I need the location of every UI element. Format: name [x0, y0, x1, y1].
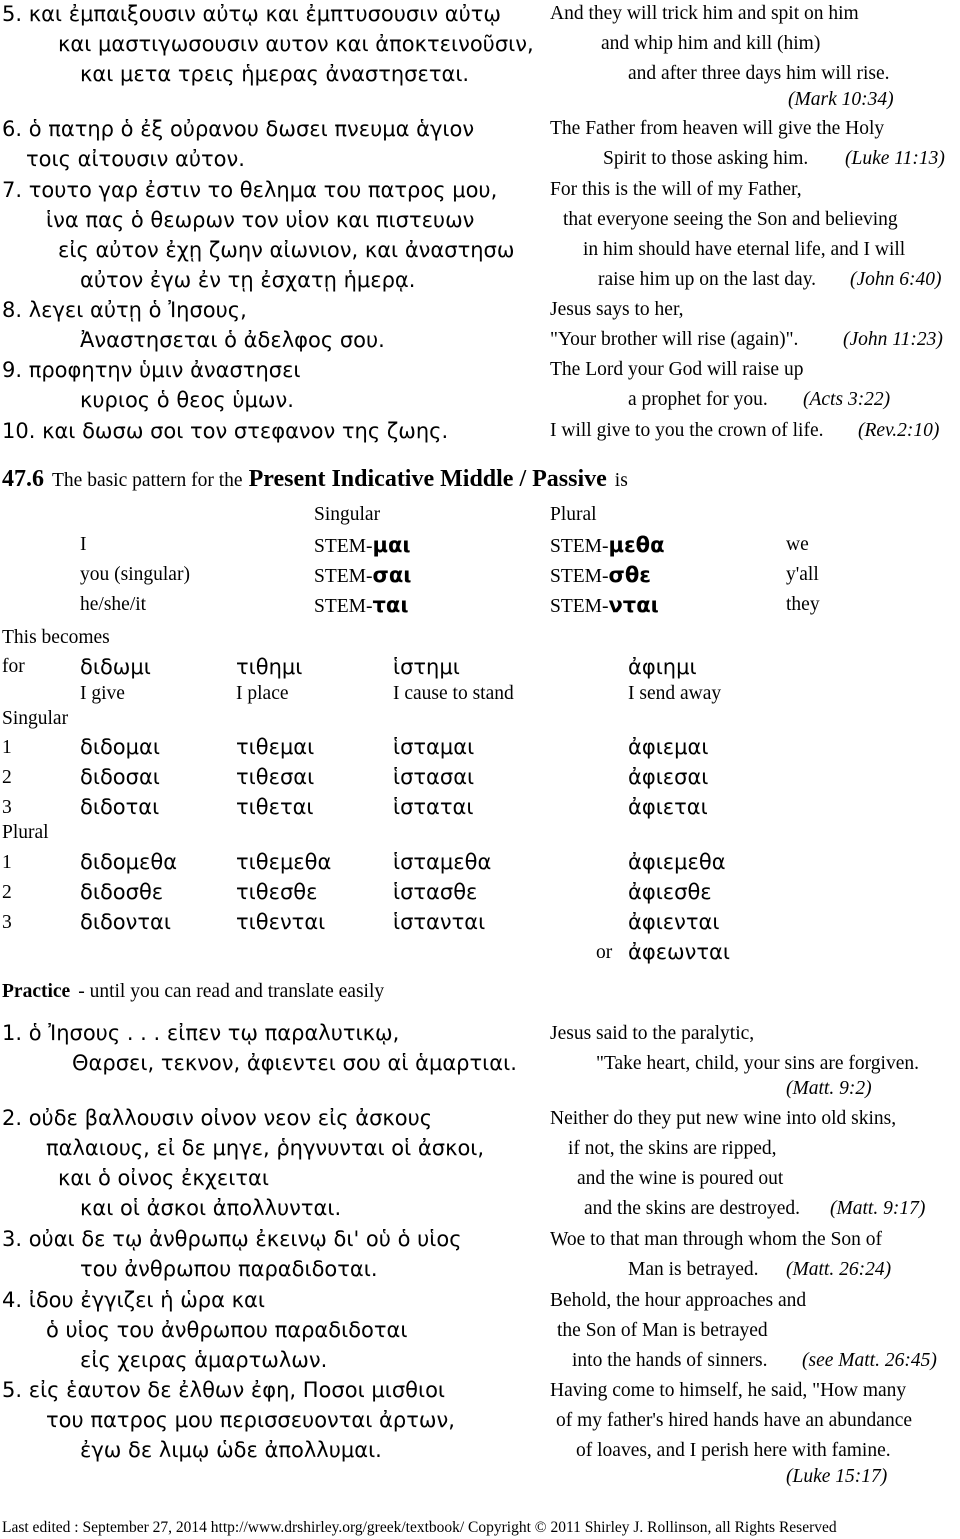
section-intro: The basic pattern for the — [52, 470, 243, 491]
plural-person-label: they — [786, 594, 820, 615]
english-line: And they will trick him and spit on him — [550, 3, 859, 24]
column-header-singular: Singular — [314, 504, 381, 525]
greek-line: εἰς αὐτον ἐχῃ ζωην αἰωνιον, και ἀναστησω — [58, 238, 515, 262]
verb-form: τιθεται — [236, 795, 314, 819]
greek-line: ἐγω δε λιμῳ ὡδε ἀπολλυμαι. — [80, 1438, 382, 1462]
english-line: in him should have eternal life, and I will — [583, 239, 906, 260]
person-label: I — [80, 534, 87, 555]
greek-line: και ὁ οἰνος ἐκχειται — [58, 1166, 269, 1190]
person-number: 2 — [2, 882, 12, 903]
english-line: Spirit to those asking him. — [603, 148, 809, 169]
verb-form: τιθεσαι — [236, 765, 315, 789]
verb-form: διδομεθα — [80, 850, 178, 874]
verb-form: διδοται — [80, 795, 160, 819]
english-line: and the skins are destroyed. — [584, 1198, 801, 1219]
english-line: and the wine is poured out — [577, 1168, 784, 1189]
for-label: for — [2, 656, 25, 677]
column-header-plural: Plural — [550, 504, 597, 525]
greek-line: κυριος ὁ θεος ὑμων. — [80, 388, 294, 412]
greek-line: του ἀνθρωπου παραδιδοται. — [80, 1257, 378, 1281]
english-line: Neither do they put new wine into old skins, — [550, 1108, 897, 1129]
english-line: Jesus said to the paralytic, — [550, 1023, 755, 1044]
verb-form: διδομαι — [80, 735, 160, 759]
english-line: and whip him and kill (him) — [601, 33, 821, 54]
verb-form: ἱσταμαι — [393, 735, 475, 759]
plural-ending: STEM-νται — [550, 593, 659, 617]
verb-form: ἱστασθε — [393, 880, 478, 904]
greek-line: τοις αἰτουσιν αὐτον. — [26, 147, 245, 171]
verb-form: τιθεσθε — [236, 880, 318, 904]
singular-label: Singular — [2, 708, 69, 729]
english-line: Woe to that man through whom the Son of — [550, 1229, 883, 1250]
verb-form: διδοσθε — [80, 880, 164, 904]
greek-line: αὐτον ἐγω ἐν τῃ ἐσχατῃ ἡμερᾳ. — [80, 268, 416, 292]
verb-form: ἀφιεσθε — [628, 880, 712, 904]
greek-line: και μετα τρεις ἡμερας ἀναστησεται. — [80, 62, 470, 86]
section-heading — [2, 467, 628, 491]
english-line: if not, the skins are ripped, — [568, 1138, 777, 1159]
person-number: 1 — [2, 737, 12, 758]
english-line: "Take heart, child, your sins are forgiven. — [596, 1053, 920, 1074]
greek-line: 8. λεγει αὐτῃ ὁ Ἰησους, — [2, 298, 247, 322]
verb-form: ἀφιεμεθα — [628, 850, 726, 874]
singular-ending: STEM-μαι — [314, 533, 411, 557]
person-number: 1 — [2, 852, 12, 873]
english-line: that everyone seeing the Son and believing — [563, 209, 898, 230]
verb-form: τιθενται — [236, 910, 326, 934]
verb-form: ἀφιεσαι — [628, 765, 709, 789]
gloss: I send away — [628, 683, 722, 704]
greek-line: Θαρσει, τεκνον, ἀφιεντει σου αἱ ἁμαρτιαι. — [72, 1051, 517, 1075]
scripture-reference: (John 6:40) — [850, 269, 942, 290]
english-line: Jesus says to her, — [550, 299, 684, 320]
plural-ending: STEM-σθε — [550, 563, 651, 587]
english-line: "Your brother will rise (again)". — [550, 329, 799, 350]
english-line: of loaves, and I perish here with famine. — [576, 1440, 891, 1461]
verb-form: τιθεμαι — [236, 735, 315, 759]
greek-line: ὁ υἱος του ἀνθρωπου παραδιδοται — [46, 1318, 408, 1342]
english-line: Man is betrayed. — [628, 1259, 759, 1280]
english-line: into the hands of sinners. — [572, 1350, 768, 1371]
gloss: I place — [236, 683, 289, 704]
english-line: raise him up on the last day. — [598, 269, 817, 290]
greek-line: εἰς χειρας ἁμαρτωλων. — [80, 1348, 328, 1372]
practice-note: - until you can read and translate easily — [78, 981, 385, 1002]
section-title: Present Indicative Middle / Passive — [248, 466, 607, 492]
verb-form: ἱστανται — [393, 910, 486, 934]
greek-line: 5. και ἐμπαιξουσιν αὐτῳ και ἐμπτυσουσιν αὐτῳ — [2, 2, 501, 26]
person-label: he/she/it — [80, 594, 147, 615]
english-line: and after three days him will rise. — [628, 63, 890, 84]
greek-line: 1. ὁ Ἰησους . . . εἰπεν τῳ παραλυτικῳ, — [2, 1021, 400, 1045]
verb-form: τιθεμεθα — [236, 850, 332, 874]
english-line: The Father from heaven will give the Holy — [550, 118, 885, 139]
plural-ending: STEM-μεθα — [550, 533, 665, 557]
verb-form: ἱστασαι — [393, 765, 475, 789]
english-line: The Lord your God will raise up — [550, 359, 804, 380]
becomes-label: This becomes — [2, 627, 110, 648]
scripture-reference: (Matt. 9:17) — [830, 1198, 926, 1219]
gloss: I cause to stand — [393, 683, 514, 704]
verb-form: ἀφιεμαι — [628, 735, 709, 759]
greek-line: 6. ὁ πατηρ ὁ ἐξ οὐρανου δωσει πνευμα ἁγιον — [2, 117, 475, 141]
english-line: Having come to himself, he said, "How many — [550, 1380, 907, 1401]
person-number: 3 — [2, 912, 12, 933]
alternate-form: ἀφεωνται — [628, 940, 730, 964]
alternate-or: or — [596, 942, 613, 963]
page-footer: Last edited : September 27, 2014 http://www.drshirley.org/greek/textbook/ Copyright © 2011 Shirley J. Rollinson, all Rights Reserved — [2, 1519, 837, 1536]
greek-line: παλαιους, εἰ δε μηγε, ῥηγνυνται οἱ ἀσκοι, — [46, 1136, 485, 1160]
practice-heading — [2, 982, 384, 1002]
scripture-reference: (John 11:23) — [843, 329, 943, 350]
scripture-reference: (see Matt. 26:45) — [802, 1350, 937, 1371]
person-number: 3 — [2, 797, 12, 818]
plural-person-label: we — [786, 534, 809, 555]
greek-line: 3. οὐαι δε τῳ ἀνθρωπῳ ἐκεινῳ δι' οὑ ὁ υἱος — [2, 1227, 462, 1251]
scripture-reference: (Mark 10:34) — [788, 89, 894, 110]
english-line: I will give to you the crown of life. — [550, 420, 824, 441]
scripture-reference: (Matt. 26:24) — [786, 1259, 892, 1280]
greek-line: του πατρος μου περισσευονται ἀρτων, — [46, 1408, 455, 1432]
greek-line: ἱνα πας ὁ θεωρων τον υἱον και πιστευων — [46, 208, 475, 232]
greek-line: 7. τουτο γαρ ἐστιν το θελημα του πατρος μου, — [2, 178, 498, 202]
plural-label: Plural — [2, 822, 49, 843]
scripture-reference: (Rev.2:10) — [858, 420, 940, 441]
plural-person-label: y'all — [786, 564, 819, 585]
greek-line: 10. και δωσω σοι τον στεφανον της ζωης. — [2, 419, 449, 443]
verb-form: ἱσταμεθα — [393, 850, 492, 874]
greek-line: και οἱ ἀσκοι ἀπολλυνται. — [80, 1196, 342, 1220]
lemma: ἱστημι — [393, 655, 460, 679]
greek-line: Ἀναστησεται ὁ ἀδελφος σου. — [80, 328, 385, 352]
verb-form: ἀφιεται — [628, 795, 708, 819]
singular-ending: STEM-ται — [314, 593, 409, 617]
verb-form: διδονται — [80, 910, 171, 934]
english-line: Behold, the hour approaches and — [550, 1290, 807, 1311]
lemma: διδωμι — [80, 655, 151, 679]
greek-line: 4. ἰδου ἐγγιζει ἡ ὡρα και — [2, 1288, 265, 1312]
greek-line: 2. οὐδε βαλλουσιν οἰνον νεον εἰς ἀσκους — [2, 1106, 433, 1130]
english-line: For this is the will of my Father, — [550, 179, 802, 200]
person-number: 2 — [2, 767, 12, 788]
greek-line: 5. εἰς ἑαυτον δε ἐλθων ἐφη, Ποσοι μισθιοι — [2, 1378, 446, 1402]
section-number: 47.6 — [2, 466, 44, 492]
scripture-reference: (Matt. 9:2) — [786, 1078, 872, 1099]
english-line: of my father's hired hands have an abundance — [556, 1410, 912, 1431]
section-tail: is — [614, 470, 628, 491]
scripture-reference: (Acts 3:22) — [803, 389, 891, 410]
lemma: τιθημι — [236, 655, 303, 679]
practice-label: Practice — [2, 981, 71, 1002]
verb-form: διδοσαι — [80, 765, 160, 789]
english-line: a prophet for you. — [628, 389, 768, 410]
scripture-reference: (Luke 11:13) — [845, 148, 945, 169]
person-label: you (singular) — [80, 564, 190, 585]
greek-line: 9. προφητην ὑμιν ἀναστησει — [2, 358, 301, 382]
scripture-reference: (Luke 15:17) — [786, 1466, 888, 1487]
verb-form: ἱσταται — [393, 795, 474, 819]
english-line: the Son of Man is betrayed — [557, 1320, 768, 1341]
greek-line: και μαστιγωσουσιν αυτον και ἀποκτεινοῦσιν, — [58, 32, 534, 56]
singular-ending: STEM-σαι — [314, 563, 412, 587]
lemma: ἀφιημι — [628, 655, 697, 679]
gloss: I give — [80, 683, 125, 704]
verb-form: ἀφιενται — [628, 910, 720, 934]
